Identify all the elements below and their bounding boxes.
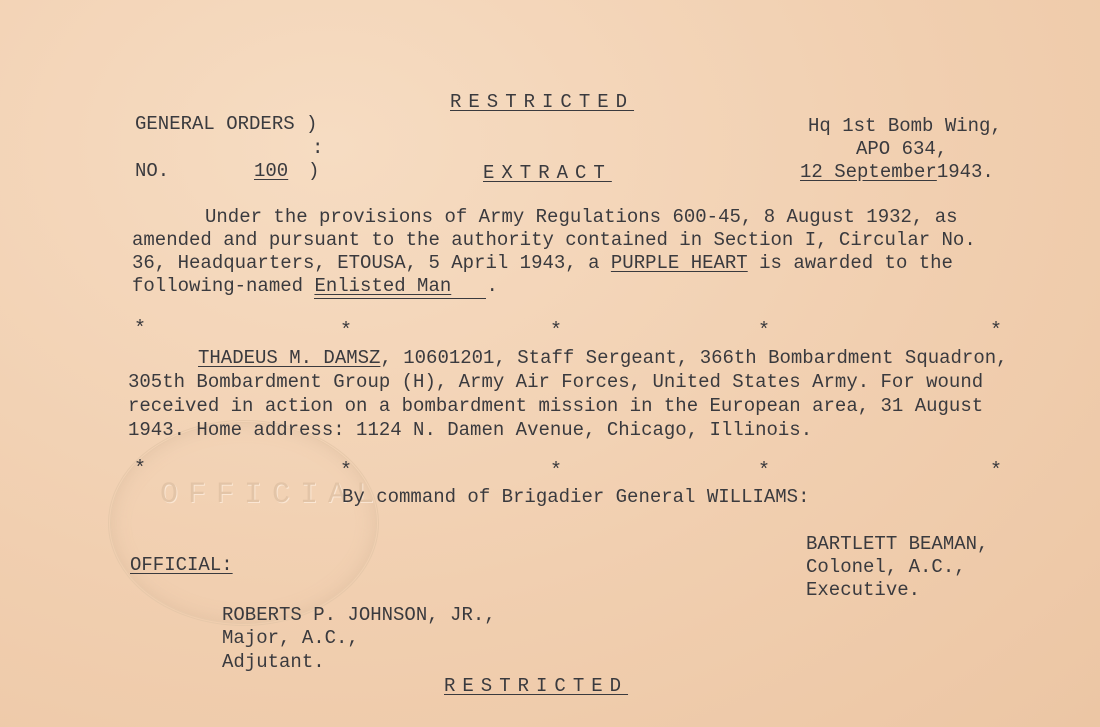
signer-title: Executive.	[806, 579, 921, 601]
intro-line-3-post: is awarded to the	[747, 252, 953, 274]
separator-star: *	[990, 320, 1003, 343]
citation-line-1-rest: , 10601201, Staff Sergeant, 366th Bombardment Squadron,	[380, 347, 1008, 369]
official-title: Adjutant.	[222, 651, 325, 673]
official-name: ROBERTS P. JOHNSON, JR.,	[222, 604, 496, 626]
recipient-name: THADEUS M. DAMSZ	[198, 347, 381, 369]
intro-line-1: Under the provisions of Army Regulations 600-45, 8 August 1932, as	[205, 206, 958, 228]
intro-line-3-pre: 36, Headquarters, ETOUSA, 5 April 1943, a	[132, 252, 611, 274]
award-name: PURPLE HEART	[610, 252, 748, 274]
separator-star: *	[758, 460, 771, 483]
intro-line-3	[132, 251, 953, 275]
orders-colon: :	[312, 137, 324, 159]
intro-line-4-post: .	[486, 275, 498, 297]
order-number-value: 100	[254, 160, 289, 182]
separator-star: *	[340, 320, 353, 343]
recipient-rank: Enlisted Man	[314, 274, 486, 299]
separator-star: *	[758, 320, 771, 343]
signer-rank: Colonel, A.C.,	[806, 556, 966, 578]
order-number-label: NO.	[135, 160, 170, 182]
official-rank: Major, A.C.,	[222, 627, 359, 649]
order-date-underlined: 12 September	[800, 161, 937, 183]
intro-line-4	[132, 274, 498, 299]
order-date	[800, 160, 994, 184]
seal-text: OFFICIAL	[160, 478, 385, 512]
order-number-paren: )	[308, 160, 320, 182]
signer-name: BARTLETT BEAMAN,	[806, 533, 989, 555]
hq-line2: APO 634,	[856, 138, 948, 160]
hq-line1: Hq 1st Bomb Wing,	[808, 115, 1002, 137]
citation-line-3: received in action on a bombardment mission in the European area, 31 August	[128, 395, 984, 417]
citation-line-2: 305th Bombardment Group (H), Army Air Forces, United States Army. For wound	[128, 371, 984, 393]
official-label: OFFICIAL:	[130, 554, 233, 576]
intro-line-4-pre: following-named	[132, 275, 315, 297]
citation-line-1	[198, 346, 1008, 370]
citation-line-4: 1943. Home address: 1124 N. Damen Avenue, Chicago, Illinois.	[128, 419, 813, 441]
separator-star: *	[550, 460, 563, 483]
separator-star: *	[990, 460, 1003, 483]
general-orders-label: GENERAL ORDERS )	[135, 113, 318, 135]
separator-star: *	[340, 460, 353, 483]
embossed-seal	[108, 420, 379, 626]
order-date-year: 1943.	[936, 161, 994, 183]
separator-star: *	[550, 320, 563, 343]
restricted-heading-top: RESTRICTED	[450, 91, 635, 113]
command-line: By command of Brigadier General WILLIAMS:	[342, 486, 810, 508]
separator-star: *	[134, 458, 147, 481]
intro-line-2: amended and pursuant to the authority contained in Section I, Circular No.	[132, 229, 976, 251]
restricted-heading-bottom: RESTRICTED	[444, 675, 629, 697]
extract-heading: EXTRACT	[483, 162, 612, 184]
separator-star: *	[134, 318, 147, 341]
